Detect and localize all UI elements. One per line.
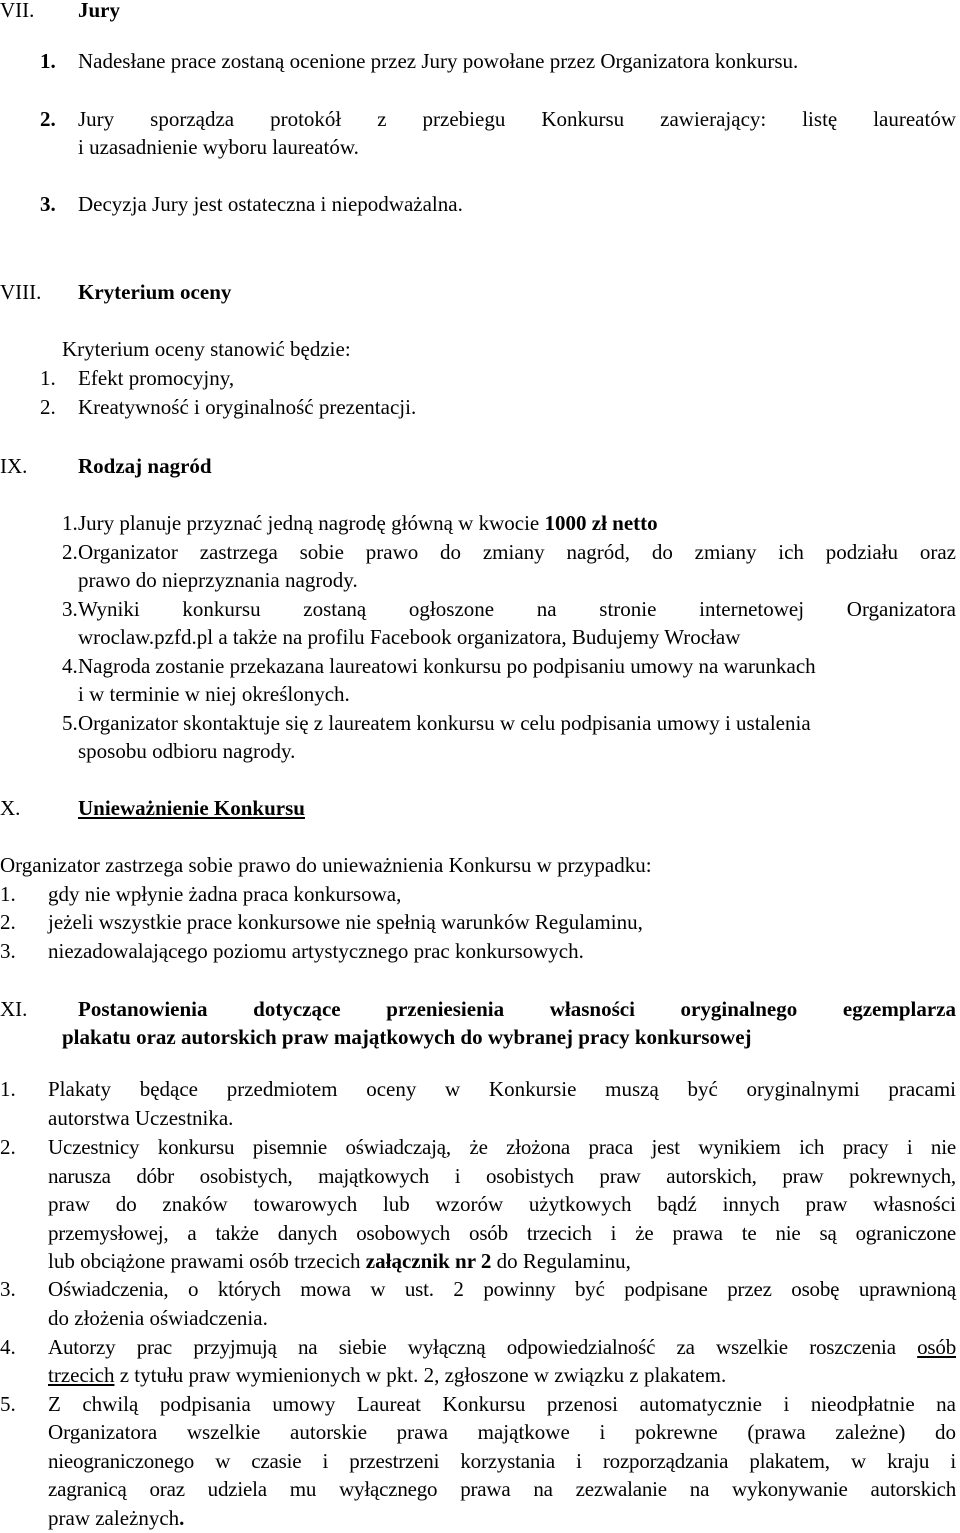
list-item-text: nieograniczonego w czasie i przestrzeni korzystania i rozporządzania plakatem, w kraju i: [48, 1449, 956, 1473]
list-item-text: Decyzja Jury jest ostateczna i niepodważalna.: [78, 192, 463, 216]
list-item-text: Organizatora wszelkie autorskie prawa majątkowe i pokrewne (prawa zależne) do: [48, 1420, 956, 1444]
list-item-number: 1.: [40, 49, 56, 73]
section-vii-number: VII.: [0, 0, 35, 22]
list-item-number: 3.: [0, 1277, 16, 1301]
prize-amount: 1000 zł netto: [544, 511, 658, 535]
list-item-text: Organizator skontaktuje się z laureatem konkursu w celu podpisania umowy i ustalenia: [78, 711, 811, 735]
section-ix-title: Rodzaj nagród: [78, 454, 212, 478]
list-item-text: sposobu odbioru nagrody.: [78, 739, 296, 763]
list-item-number: 4.: [62, 654, 78, 678]
section-xi-title-cont: plakatu oraz autorskich praw majątkowych do wybranej pracy konkursowej: [62, 1025, 752, 1049]
section-viii-number: VIII.: [0, 280, 42, 304]
list-item-text: Uczestnicy konkursu pisemnie oświadczają, że złożona praca jest wynikiem ich pracy i nie: [48, 1135, 956, 1159]
list-item-text: niezadowalającego poziomu artystycznego prac konkursowych.: [48, 939, 584, 963]
section-viii-title: Kryterium oceny: [78, 280, 232, 304]
list-item-text: przemysłowej, a także danych osobowych osób trzecich i że prawa te nie są ograniczone: [48, 1221, 956, 1245]
section-vii-title: Jury: [78, 0, 120, 22]
section-xi-title: Postanowienia dotyczące przeniesienia własności oryginalnego egzemplarza: [78, 997, 956, 1021]
list-item-text: autorstwa Uczestnika.: [48, 1106, 234, 1130]
list-item-number: 3.: [0, 939, 16, 963]
list-item-number: 1.: [0, 1077, 16, 1101]
list-item-number: 2.: [0, 1135, 16, 1159]
list-item-text: Wyniki konkursu zostaną ogłoszone na stronie internetowej Organizatora: [78, 597, 956, 621]
attachment-reference: załącznik nr 2: [365, 1249, 492, 1273]
list-item-text: prawo do nieprzyznania nagrody.: [78, 568, 358, 592]
list-item-number: 2.: [40, 395, 56, 419]
list-item-number: 1.: [0, 882, 16, 906]
list-item-text: Oświadczenia, o których mowa w ust. 2 powinny być podpisane przez osobę uprawnioną: [48, 1277, 956, 1301]
list-item-text: Jury sporządza protokół z przebiegu Konkursu zawierający: listę laureatów: [78, 107, 956, 131]
list-item-text: Jury planuje przyznać jedną nagrodę główną w kwocie 1000 zł netto: [78, 511, 658, 535]
list-item-text: trzecich z tytułu praw wymienionych w pkt. 2, zgłoszone w związku z plakatem.: [48, 1363, 727, 1387]
list-item-text: Autorzy prac przyjmują na siebie wyłączną odpowiedzialność za wszelkie roszczenia osób: [48, 1335, 956, 1359]
list-item-number: 4.: [0, 1335, 16, 1359]
list-item-text: narusza dóbr osobistych, majątkowych i osobistych praw autorskich, praw pokrewnych,: [48, 1164, 956, 1188]
list-item-number: 5.: [62, 711, 78, 735]
list-item-text: praw zależnych.: [48, 1506, 185, 1530]
list-item-text: jeżeli wszystkie prace konkursowe nie spełnią warunków Regulaminu,: [48, 910, 643, 934]
section-x-title: Unieważnienie Konkursu: [78, 796, 305, 820]
list-item-text: Efekt promocyjny,: [78, 366, 235, 390]
list-item-number: 5.: [0, 1392, 16, 1416]
list-item-text: i w terminie w niej określonych.: [78, 682, 350, 706]
list-item-number: 3.: [62, 597, 78, 621]
list-item-text: Nadesłane prace zostaną ocenione przez Jury powołane przez Organizatora konkursu.: [78, 49, 799, 73]
list-item-number: 3.: [40, 192, 56, 216]
list-item-text: lub obciążone prawami osób trzecich załącznik nr 2 do Regulaminu,: [48, 1249, 631, 1273]
list-item-text: Kreatywność i oryginalność prezentacji.: [78, 395, 417, 419]
list-item-text: zagranicą oraz udziela mu wyłącznego prawa na zezwalanie na wykonywanie autorskich: [48, 1477, 956, 1501]
list-item-number: 2.: [62, 540, 78, 564]
list-item-text: do złożenia oświadczenia.: [48, 1306, 268, 1330]
list-item-text: Organizator zastrzega sobie prawo do zmiany nagród, do zmiany ich podziału oraz: [78, 540, 956, 564]
section-ix-number: IX.: [0, 454, 28, 478]
list-item-text: praw do znaków towarowych lub wzorów użytkowych bądź innych praw własności: [48, 1192, 956, 1216]
section-intro: Organizator zastrzega sobie prawo do unieważnienia Konkursu w przypadku:: [0, 853, 652, 877]
list-item-text: Z chwilą podpisania umowy Laureat Konkursu przenosi automatycznie i nieodpłatnie na: [48, 1392, 956, 1416]
list-item-number: 2.: [0, 910, 16, 934]
list-item-text: wroclaw.pzfd.pl a także na profilu Facebook organizatora, Budujemy Wrocław: [78, 625, 741, 649]
list-item-text: i uzasadnienie wyboru laureatów.: [78, 135, 359, 159]
section-x-number: X.: [0, 796, 21, 820]
list-item-number: 1.: [62, 511, 78, 535]
list-item-number: 2.: [40, 107, 56, 131]
section-xi-number: XI.: [0, 997, 28, 1021]
list-item-text: Nagroda zostanie przekazana laureatowi konkursu po podpisaniu umowy na warunkach: [78, 654, 816, 678]
list-item-text: gdy nie wpłynie żadna praca konkursowa,: [48, 882, 402, 906]
list-item-text: Plakaty będące przedmiotem oceny w Konkursie muszą być oryginalnymi pracami: [48, 1077, 956, 1101]
list-item-number: 1.: [40, 366, 56, 390]
section-intro: Kryterium oceny stanowić będzie:: [62, 337, 351, 361]
